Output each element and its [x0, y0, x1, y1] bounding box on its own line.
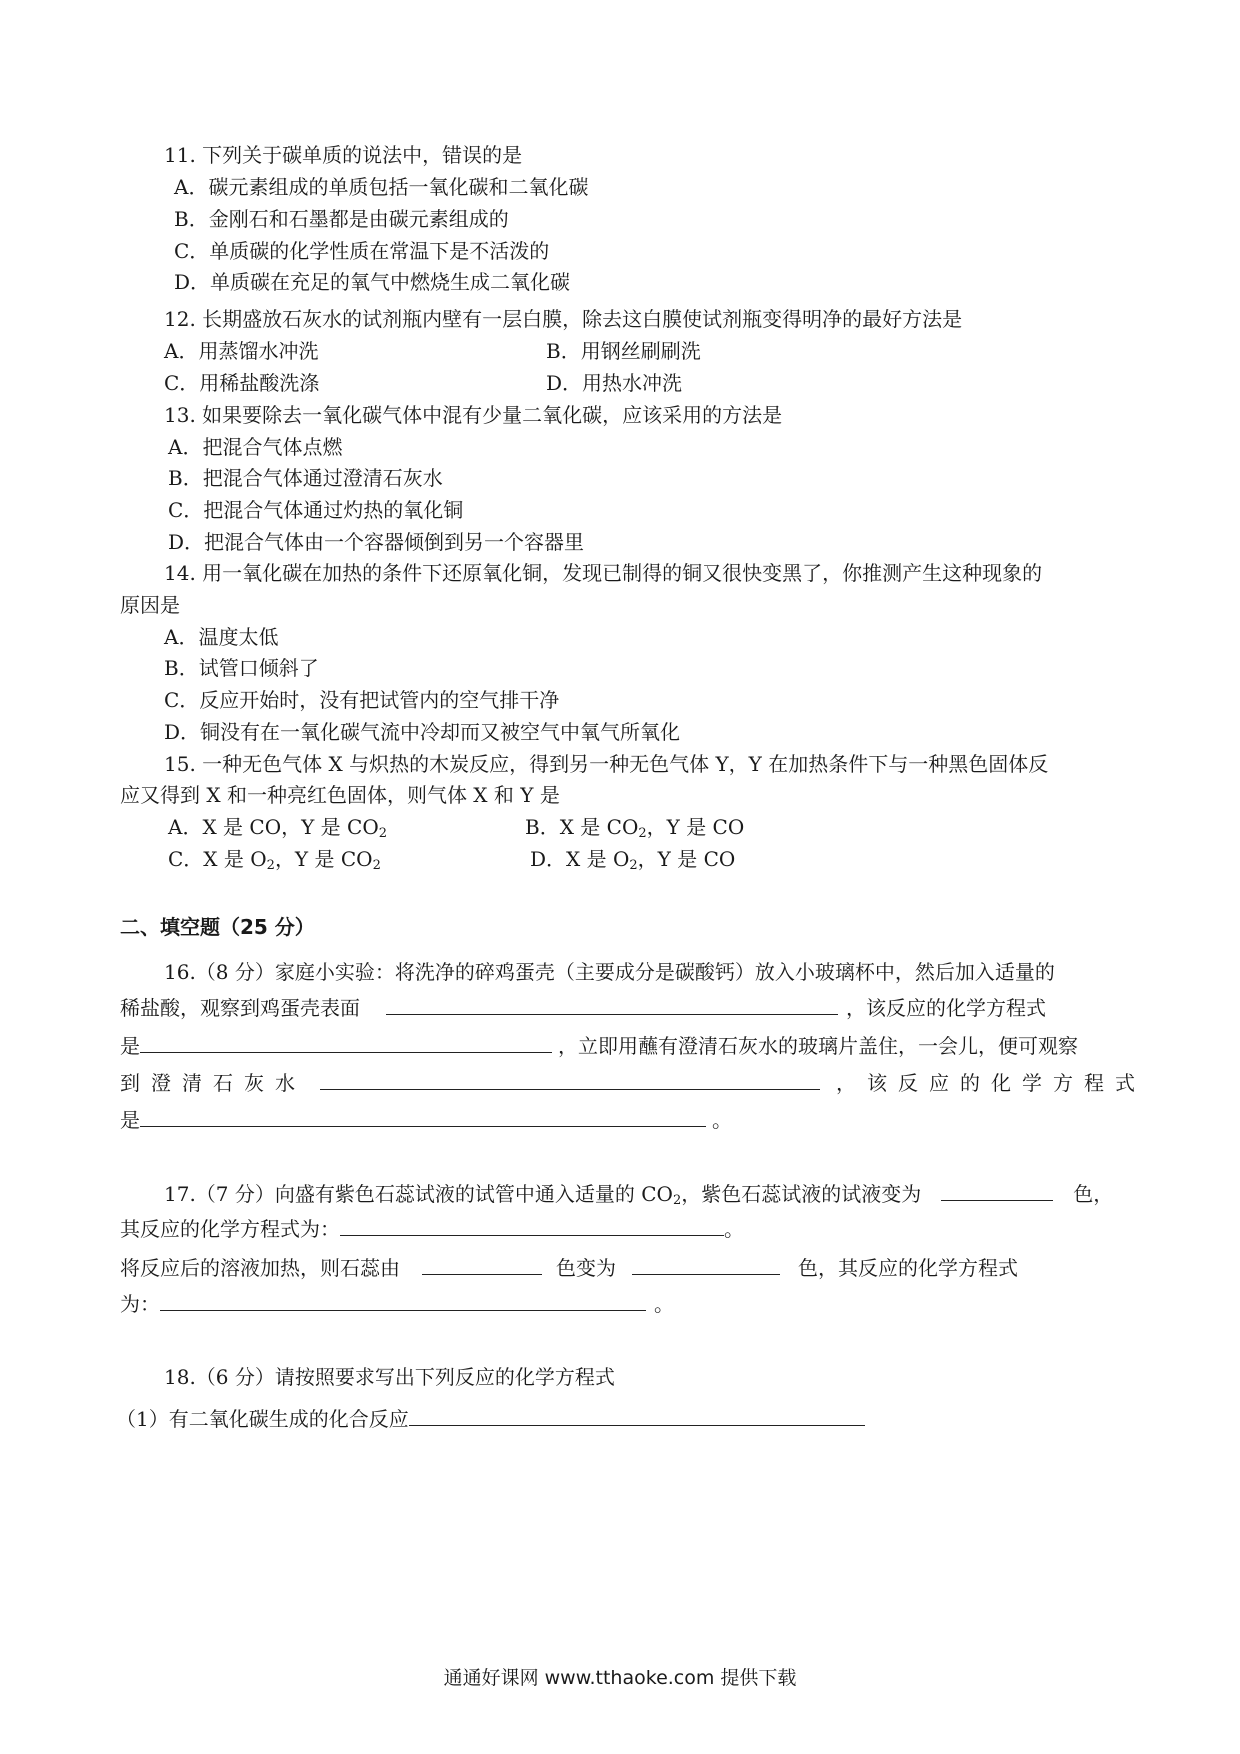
- q12-option-b: B．用钢丝刷刷洗: [546, 339, 701, 363]
- q11-option-d: D．单质碳在充足的氧气中燃烧生成二氧化碳: [174, 270, 571, 294]
- q11-option-b: B．金刚石和石墨都是由碳元素组成的: [174, 207, 509, 231]
- q14-stem-line1: 14. 用一氧化碳在加热的条件下还原氧化铜，发现已制得的铜又很快变黑了，你推测产生这种现象的: [164, 561, 1043, 585]
- q13-option-a: A．把混合气体点燃: [168, 435, 343, 459]
- q14-option-d: D．铜没有在一氧化碳气流中冷却而又被空气中氧气所氧化: [164, 720, 681, 744]
- q15-option-b: B．X 是 $CO_2$，Y 是 CO: [525, 815, 745, 841]
- q17-line4: 为： 。: [120, 1292, 674, 1316]
- q13-stem: 13. 如果要除去一氧化碳气体中混有少量二氧化碳，应该采用的方法是: [164, 403, 783, 427]
- q15-option-a: A．X 是 CO，Y 是 $CO_2$: [168, 815, 387, 841]
- q16-blank-1[interactable]: [386, 996, 838, 1015]
- q16-blank-4[interactable]: [140, 1108, 706, 1127]
- q17-line3: 将反应后的溶液加热，则石蕊由 色变为 色，其反应的化学方程式: [120, 1256, 1018, 1280]
- q13-option-c: C．把混合气体通过灼热的氧化铜: [168, 498, 464, 522]
- q15-stem-line1: 15. 一种无色气体 X 与炽热的木炭反应，得到另一种无色气体 Y，Y 在加热条件下与一种黑色固体反: [164, 752, 1049, 776]
- q18-blank-1[interactable]: [409, 1407, 865, 1426]
- q16-line4: 到澄清石灰水 ，该反应的化学方程式: [120, 1071, 1146, 1095]
- q14-option-b: B．试管口倾斜了: [164, 656, 319, 680]
- q16-line1: 16.（8 分）家庭小实验：将洗净的碎鸡蛋壳（主要成分是碳酸钙）放入小玻璃杯中，然后加入适量的: [164, 960, 1055, 984]
- q16-blank-3[interactable]: [320, 1071, 820, 1090]
- section-title: 二、填空题（25 分）: [120, 915, 315, 939]
- q17-blank-3[interactable]: [422, 1256, 542, 1275]
- q11-stem: 11. 下列关于碳单质的说法中，错误的是: [164, 143, 523, 167]
- q18-item-1: （1）有二氧化碳生成的化合反应: [116, 1405, 865, 1433]
- q12-option-c: C．用稀盐酸洗涤: [164, 371, 320, 395]
- q15-option-c: C．X 是 $O_2$，Y 是 $CO_2$: [168, 847, 381, 873]
- q18-stem: 18.（6 分）请按照要求写出下列反应的化学方程式: [164, 1365, 615, 1389]
- q15-option-d: D．X 是 $O_2$，Y 是 CO: [530, 847, 736, 873]
- page-footer: 通通好课网 www.tthaoke.com 提供下载: [443, 1667, 797, 1689]
- q16-line2: 稀盐酸，观察到鸡蛋壳表面 ，该反应的化学方程式: [120, 996, 1046, 1020]
- q12-option-a: A．用蒸馏水冲洗: [164, 339, 319, 363]
- q16-blank-2[interactable]: [140, 1034, 552, 1053]
- q17-blank-4[interactable]: [632, 1256, 780, 1275]
- q17-line2: 其反应的化学方程式为： 。: [120, 1217, 744, 1241]
- q13-option-b: B．把混合气体通过澄清石灰水: [168, 466, 443, 490]
- q12-stem: 12. 长期盛放石灰水的试剂瓶内壁有一层白膜，除去这白膜使试剂瓶变得明净的最好方法是: [164, 307, 963, 331]
- q14-stem-line2: 原因是: [120, 593, 180, 617]
- q17-blank-2[interactable]: [340, 1217, 724, 1236]
- q17-line1: 17.（7 分）向盛有紫色石蕊试液的试管中通入适量的 $CO_2$，紫色石蕊试液的试液变为 色，: [164, 1182, 1114, 1208]
- q13-option-d: D．把混合气体由一个容器倾倒到另一个容器里: [168, 530, 585, 554]
- q14-option-c: C．反应开始时，没有把试管内的空气排干净: [164, 688, 560, 712]
- q16-line5: 是 。: [120, 1108, 732, 1132]
- q11-option-a: A．碳元素组成的单质包括一氧化碳和二氧化碳: [174, 175, 589, 199]
- q14-option-a: A．温度太低: [164, 625, 279, 649]
- q16-line3: 是 ，立即用蘸有澄清石灰水的玻璃片盖住，一会儿，便可观察: [120, 1034, 1078, 1058]
- q15-stem-line2: 应又得到 X 和一种亮红色固体，则气体 X 和 Y 是: [120, 783, 560, 807]
- q17-blank-5[interactable]: [160, 1292, 646, 1311]
- q17-blank-1[interactable]: [941, 1182, 1053, 1201]
- q11-option-c: C．单质碳的化学性质在常温下是不活泼的: [174, 239, 550, 263]
- q12-option-d: D．用热水冲洗: [546, 371, 683, 395]
